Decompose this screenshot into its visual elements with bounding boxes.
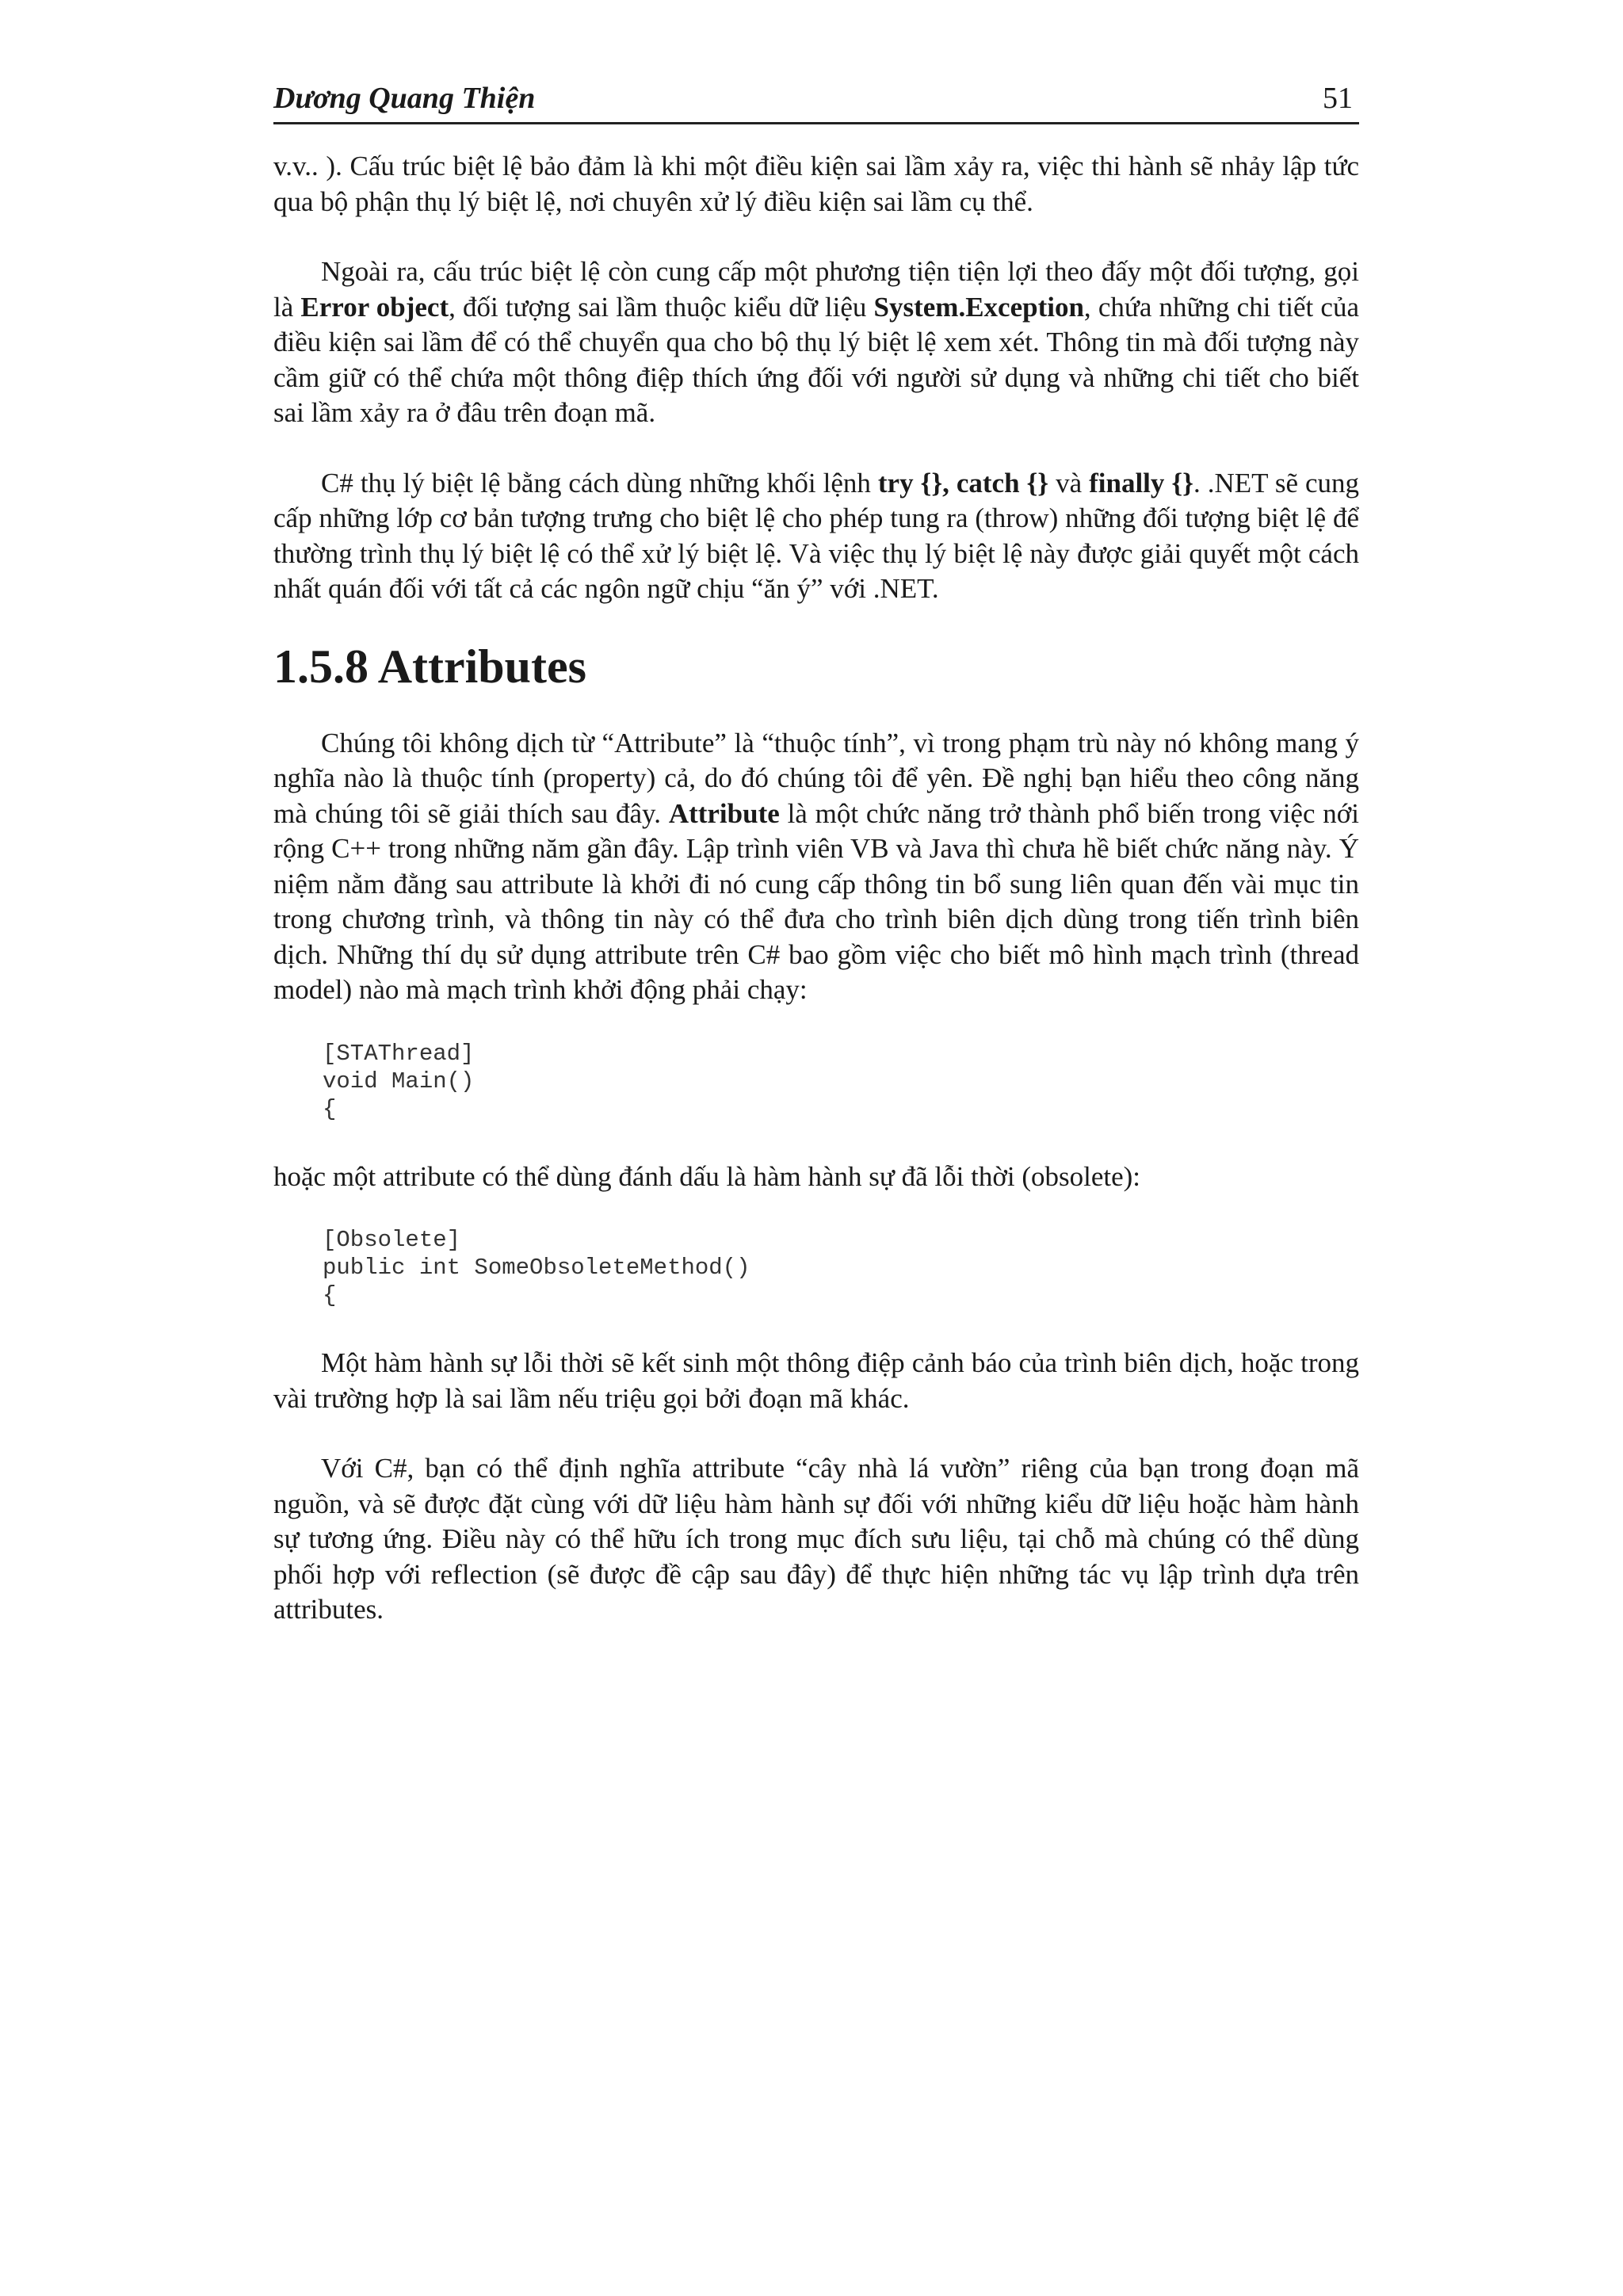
bold-term: System.Exception [873, 291, 1084, 323]
paragraph-1: v.v.. ). Cấu trúc biệt lệ bảo đảm là khi một điều kiện sai lầm xảy ra, việc thi hành sẽ nhảy lập tức qua bộ phận thụ lý biệt lệ, nơi chuyên xử lý điều kiện sai lầm cụ thể. [273, 151, 1359, 217]
code-block-obsolete: [Obsolete] public int SomeObsoleteMethod() { [323, 1227, 750, 1308]
bold-term: try {}, catch {} [877, 467, 1049, 499]
code-block-stathread: [STAThread] void Main() { [323, 1040, 475, 1122]
text-run: , chứa những chi tiết của điều kiện sai lầm để có thể chuyển qua cho bộ thụ lý biệt lệ xem xét. Thông tin mà đối tượng này cầm giữ có thể chứa một thông điệp thích ứng đối với người sử dụng và những chi tiết cho biết sai lầm xảy ra ở đâu trên đoạn mã. [273, 291, 1359, 428]
text-run: là một chức năng trở thành phổ biến trong việc nới rộng C++ trong những năm gần đây. Lập trình viên VB và Java thì chưa hề biết chức năng này. Ý niệm nằm đằng sau attribute là khởi đi nó cung cấp thông tin bổ sung liên quan đến vài mục tin trong chương trình, và thông tin này có thể đưa cho trình biên dịch dùng trong tiến trình biên dịch. Những thí dụ sử dụng attribute trên C# bao gồm việc cho biết mô hình mạch trình (thread model) nào mà mạch trình khởi động phải chạy: [273, 797, 1360, 1005]
text-run: Ngoài ra, cấu trúc biệt lệ còn cung cấp một phương tiện tiện lợi theo đấy một đối tượng, gọi là [273, 256, 1359, 323]
text-run: và [1048, 467, 1090, 499]
text-run: . .NET sẽ cung cấp những lớp cơ bản tượng trưng cho biệt lệ cho phép tung ra (throw) những đối tượng biệt lệ để thường trình thụ lý biệt lệ có thể xử lý biệt lệ. Và việc thụ lý biệt lệ này được giải quyết một cách nhất quán đối với tất cả các ngôn ngữ chịu “ăn ý” với .NET. [273, 467, 1359, 604]
paragraph-3 [273, 466, 1359, 607]
page-body [273, 149, 1359, 1628]
page-number: 51 [1323, 82, 1353, 115]
bold-term: Attribute [668, 797, 780, 829]
paragraph-4 [273, 726, 1359, 1008]
text-run: Chúng tôi không dịch từ “Attribute” là “thuộc tính”, vì trong phạm trù này nó không mang ý nghĩa nào là thuộc tính (property) cả, do đó chúng tôi để yên. Đề nghị bạn hiểu theo công năng mà chúng tôi sẽ giải thích sau đây. [273, 727, 1359, 829]
section-heading: 1.5.8 Attributes [273, 640, 586, 693]
page-header [273, 78, 1359, 124]
header-author: Dương Quang Thiện [273, 82, 536, 115]
text-run: C# thụ lý biệt lệ bằng cách dùng những khối lệnh [321, 467, 878, 499]
paragraph-7: Với C#, bạn có thể định nghĩa attribute “cây nhà lá vườn” riêng của bạn trong đoạn mã nguồn, và sẽ được đặt cùng với dữ liệu hàm hành sự đối với những kiểu dữ liệu hoặc hàm hành sự tương ứng. Điều này có thể hữu ích trong mục đích sưu liệu, tại chỗ mà chúng có thể dùng phối hợp với reflection (sẽ được đề cập sau đây) để thực hiện những tác vụ lập trình dựa trên attributes. [273, 1453, 1359, 1625]
text-run: , đối tượng sai lầm thuộc kiểu dữ liệu [449, 291, 874, 323]
paragraph-5: hoặc một attribute có thể dùng đánh dấu là hàm hành sự đã lỗi thời (obsolete): [273, 1160, 1141, 1192]
bold-term: finally {} [1089, 467, 1193, 499]
paragraph-6: Một hàm hành sự lỗi thời sẽ kết sinh một thông điệp cảnh báo của trình biên dịch, hoặc trong vài trường hợp là sai lầm nếu triệu gọi bởi đoạn mã khác. [273, 1347, 1359, 1414]
paragraph-2 [273, 254, 1359, 431]
bold-term: Error object [300, 291, 449, 323]
